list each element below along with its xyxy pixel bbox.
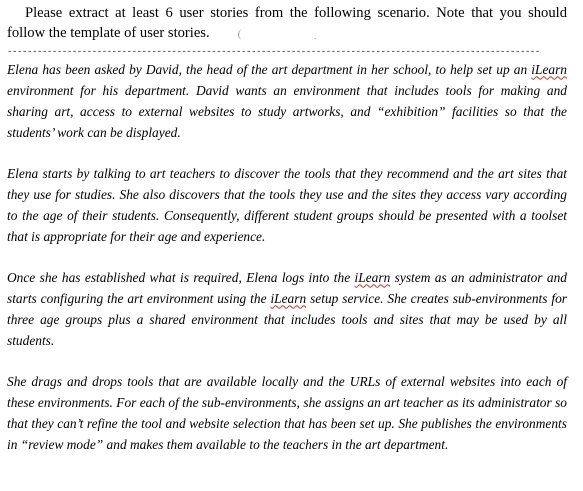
spellcheck-word-ilearn: iLearn bbox=[531, 61, 567, 77]
p1-text-end: environment for his department. David wants an environment that includes tools for making and sharing art, access to external websites to study artworks, and “exhibition” facilities so that the students’ work can be displayed. bbox=[7, 82, 567, 140]
p3-text-1: Once she has established what is required, Elena logs into the bbox=[7, 269, 355, 285]
p1-text-start: Elena has been asked by David, the head of the art department in her school, to help set up an bbox=[7, 61, 532, 77]
p3-text-3: setup service. She creates sub-environments for three age groups plus a shared environment that includes tools and sites that may be used by all students. bbox=[7, 290, 567, 348]
spellcheck-word-ilearn: iLearn bbox=[354, 269, 391, 285]
scenario-paragraph-1 bbox=[7, 59, 567, 143]
text-cursor-mark: ( bbox=[237, 27, 242, 40]
instruction-text: Please extract at least 6 user stories from the following scenario. Note that you should follow the template of user stories. bbox=[7, 5, 567, 41]
dashed-divider: ----------------------------------------------------------------------------------------------------------- bbox=[7, 45, 540, 57]
instruction-paragraph bbox=[7, 3, 567, 44]
scenario-paragraph-4: She drags and drops tools that are available locally and the URLs of external websites into each of these environments. For each of the sub-environments, she assigns an art teacher as its administrator so that they can’t refine the tool and website selection that has been set up. She publishes the environments in “review mode” and makes them available to the teachers in the art department. bbox=[7, 373, 567, 452]
document-page bbox=[7, 3, 567, 455]
scenario-paragraph-3 bbox=[7, 267, 567, 351]
scenario-paragraph-2: Elena starts by talking to art teachers to discover the tools that they recommend and the art sites that they use for studies. She also discovers that the tools they use and the sites they access vary according to the age of their students. Consequently, different student groups should be presented with a toolset that is appropriate for their age and experience. bbox=[7, 165, 567, 244]
p3-text-2: system as an administrator and starts configuring the art environment using the bbox=[7, 269, 568, 306]
text-cursor-mark-end: ˎ bbox=[313, 27, 317, 40]
scenario-text bbox=[7, 59, 567, 455]
spellcheck-word-ilearn: iLearn bbox=[270, 290, 307, 306]
